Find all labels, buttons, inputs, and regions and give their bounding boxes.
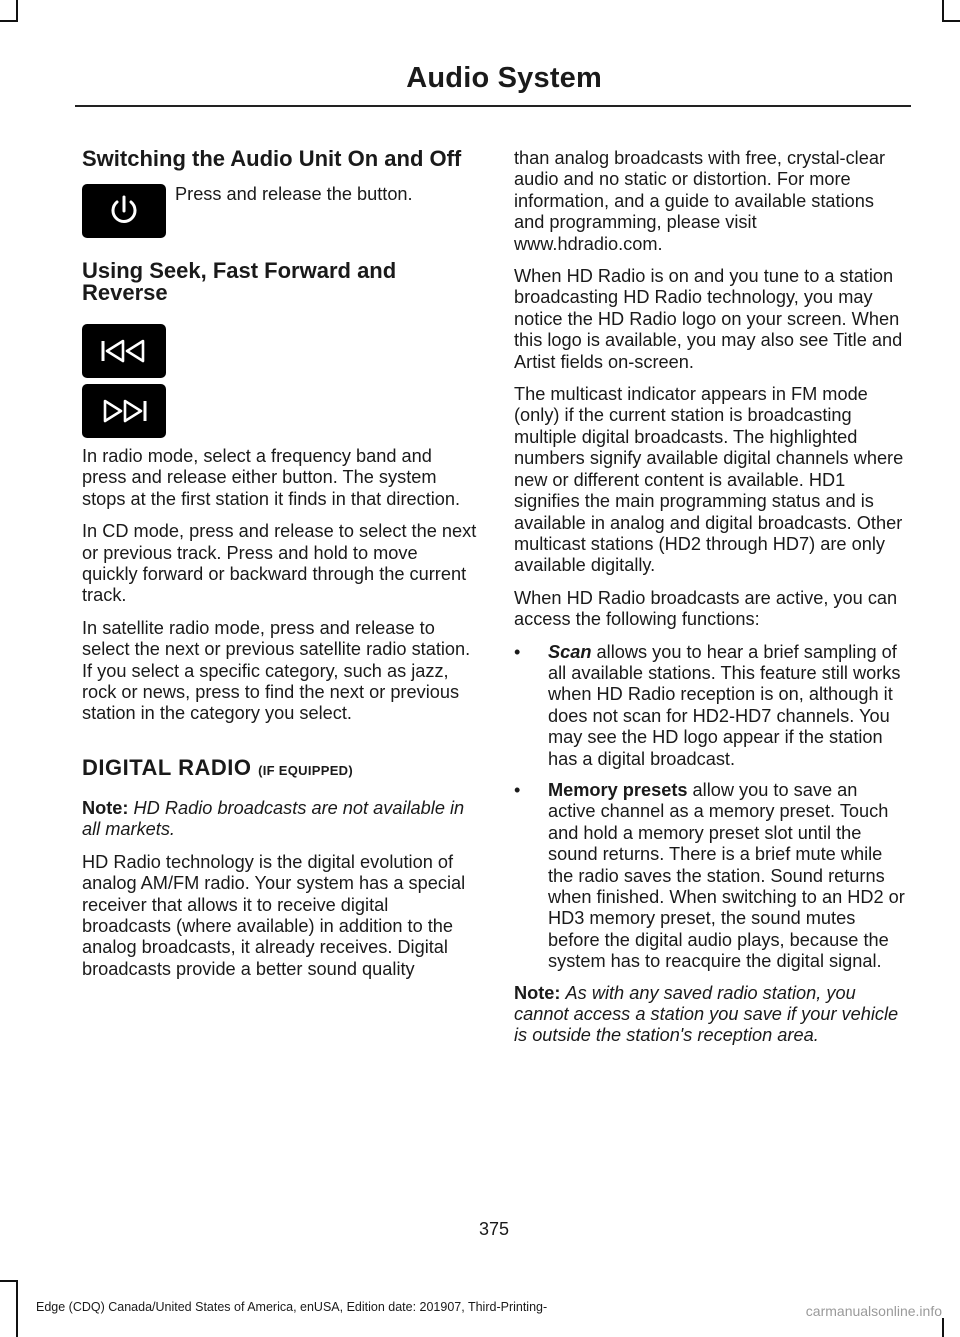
note-label: Note: [82,797,129,818]
crop-mark-top-right-h [942,20,960,22]
seek-forward-button-image [82,384,166,438]
bullet: • [514,779,521,800]
switch-text: Press and release the button. [175,184,413,204]
hd-intro-paragraph: HD Radio technology is the digital evolution of analog AM/FM radio. Your system has a special receiver that allows it to receive digital broadcasts (where available) in addition to the analog broadcasts, it already receives. Digital broadcasts provide a better sound quality [82,851,466,979]
power-row [82,184,477,238]
memory-presets-term: Memory presets [548,779,688,800]
seek-back-icon [99,338,149,364]
right-column [514,148,909,1058]
digital-radio-title: DIGITAL RADIO [82,754,252,780]
edition-footer: Edge (CDQ) Canada/United States of America, enUSA, Edition date: 201907, Third-Printing- [36,1300,548,1314]
watermark: carmanualsonline.info [805,1303,942,1319]
digital-radio-heading [82,755,477,781]
hd-logo-paragraph: When HD Radio is on and you tune to a station broadcasting HD Radio technology, you may notice the HD Radio logo on your screen. When this logo is available, you may also see Title and Artist fields on-screen. [514,266,903,372]
crop-mark-top-left-h [0,20,18,22]
if-equipped-label: (IF EQUIPPED) [258,762,353,778]
bullet: • [514,641,521,662]
memory-presets-description: allow you to save an active channel as a memory preset. Touch and hold a memory preset slot until the sound returns. There is a brief mute while the radio saves the station. Sound returns when finished. When switching to an HD2 or HD3 memory preset, the sound mutes before the digital audio plays, because the system has to reacquire the digital signal. [548,779,905,972]
left-column [82,148,477,991]
switch-heading: Switching the Audio Unit On and Off [82,146,462,171]
hd-quality-paragraph: than analog broadcasts with free, crystal-clear audio and no static or distortion. For more information, and a guide to available stations and programming, please visit www.hdradio.com. [514,148,886,254]
seek-icons [82,324,477,438]
crop-mark-bottom-left-v [16,1280,18,1337]
crop-mark-bottom-right-v [942,1318,944,1337]
functions-intro-paragraph: When HD Radio broadcasts are active, you can access the following functions: [514,587,898,630]
page-header-title: Audio System [406,62,602,94]
note-label: Note: [514,982,561,1003]
seek-paragraph-radio: In radio mode, select a frequency band and press and release either button. The system stops at the first station it finds in that direction. [82,446,461,509]
crop-mark-bottom-left-h [0,1280,18,1282]
seek-paragraph-satellite: In satellite radio mode, press and release to select the next or previous satellite radio station. If you select a specific category, such as jazz, rock or news, press to find the next or previous station in the category you select. [82,617,471,724]
hd-availability-note [82,798,477,841]
seek-heading: Using Seek, Fast Forward and Reverse [82,258,397,305]
page-number: 375 [478,1219,510,1239]
scan-term: Scan [548,641,592,662]
multicast-paragraph: The multicast indicator appears in FM mode (only) if the current station is broadcasting multiple digital broadcasts. The highlighted numbers signify available digital channels where new or different content is available. HD1 signifies the main programming status and is available in analog and digital broadcasts. Other multicast stations (HD2 through HD7) are only available digitally. [514,384,904,576]
list-item-scan [514,642,909,770]
scan-description: allows you to hear a brief sampling of all available stations. This feature still works when HD Radio reception is on, although it does not scan for HD2-HD7 channels. You may see the HD logo appear if the station has a digital broadcast. [548,641,901,769]
seek-paragraph-cd: In CD mode, press and release to select the next or previous track. Press and hold to move quickly forward or backward through the current track. [82,521,477,606]
seek-forward-icon [99,398,149,424]
header-divider [75,105,911,107]
note-text: HD Radio broadcasts are not available in all markets. [82,797,465,840]
list-item-memory-presets [514,780,909,973]
seek-back-button-image [82,324,166,378]
power-button-image [82,184,166,238]
saved-station-note [514,983,909,1047]
note-text: As with any saved radio station, you cannot access a station you save if your vehicle is outside the station's reception area. [514,982,899,1046]
crop-mark-top-right-v [942,0,944,22]
functions-list [514,642,909,973]
crop-mark-top-left-v [16,0,18,22]
power-icon [107,194,141,228]
